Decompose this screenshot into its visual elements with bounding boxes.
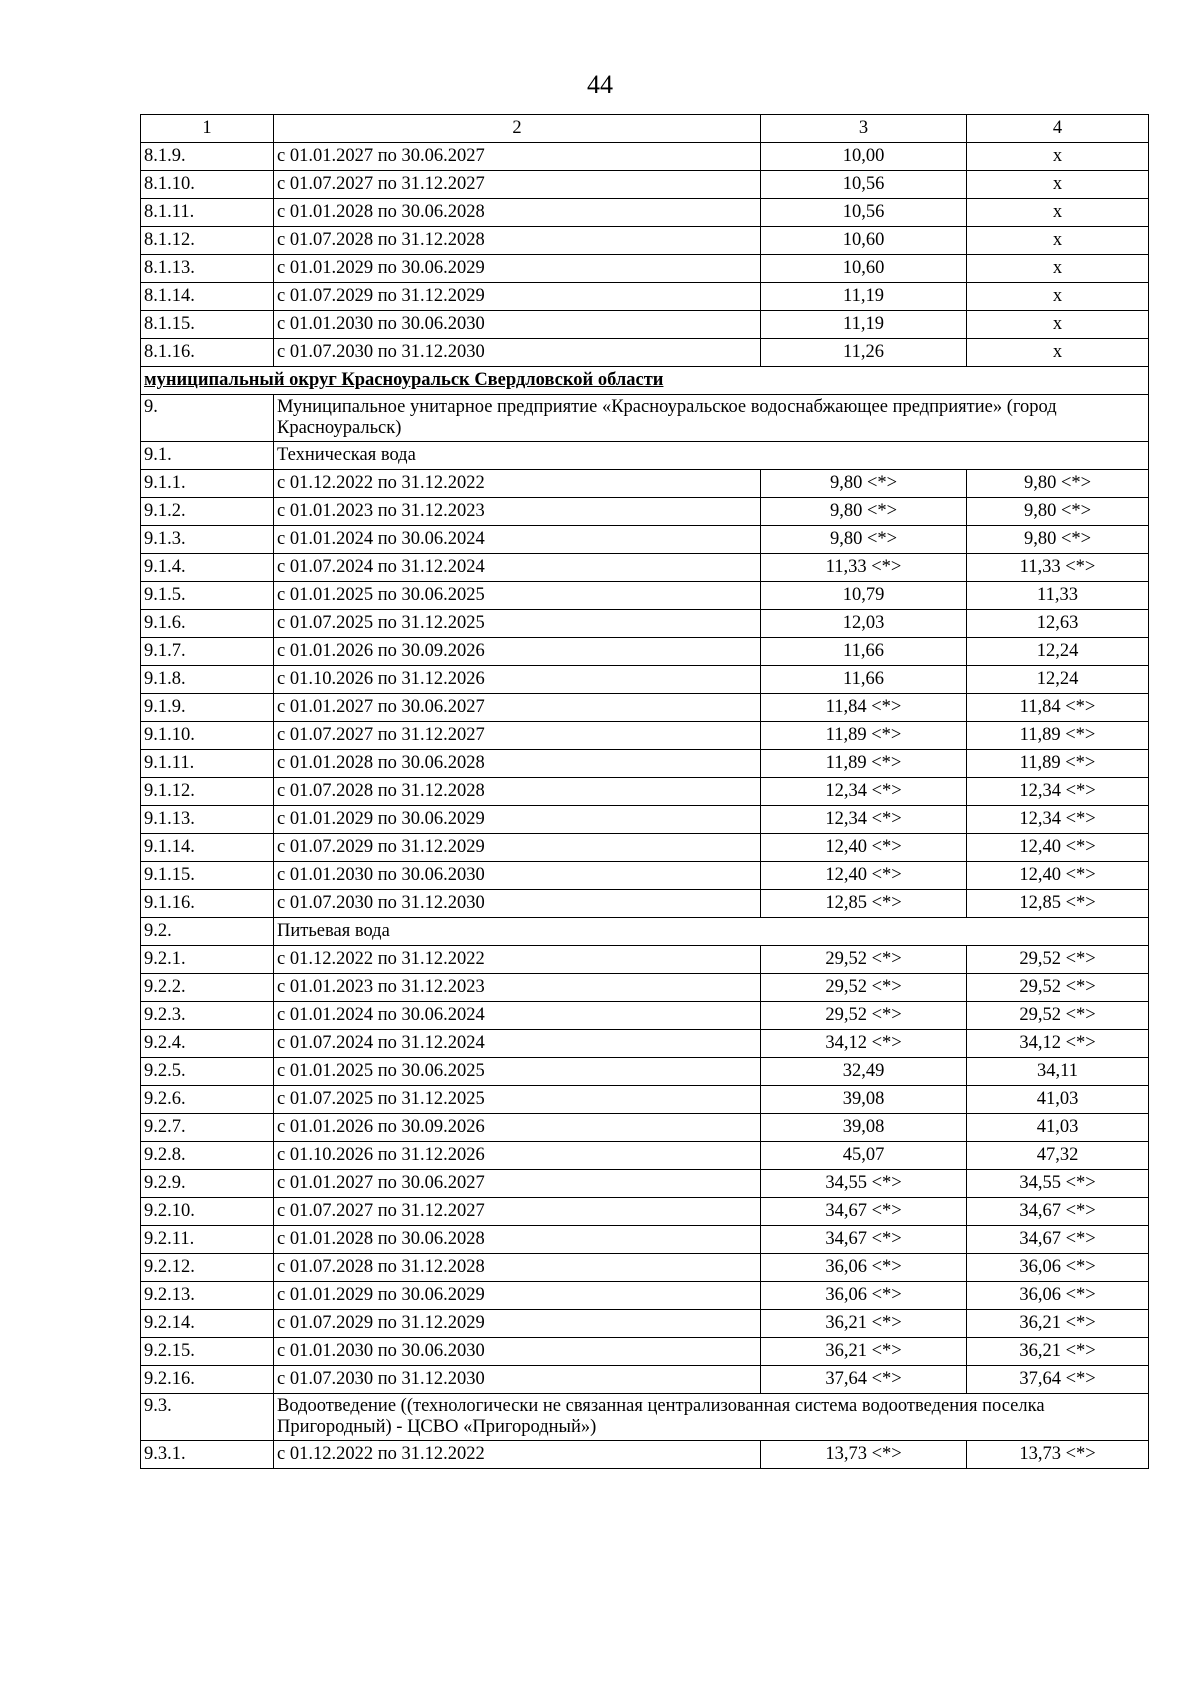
row-value-col-4: х	[967, 171, 1149, 199]
section-number: 9.3.	[141, 1394, 274, 1441]
row-period: с 01.07.2027 по 31.12.2027	[274, 1198, 761, 1226]
row-value-col-3: 37,64 <*>	[761, 1366, 967, 1394]
table-row	[141, 1366, 1149, 1394]
organization-row	[141, 395, 1149, 442]
row-value-col-4: 12,40 <*>	[967, 834, 1149, 862]
row-value-col-3: 10,00	[761, 143, 967, 171]
table-row	[141, 1282, 1149, 1310]
row-number: 8.1.10.	[141, 171, 274, 199]
header-col-1: 1	[141, 115, 274, 143]
tariff-table	[140, 114, 1149, 1469]
table-row	[141, 582, 1149, 610]
row-value-col-3: 11,19	[761, 283, 967, 311]
table-header-row	[141, 115, 1149, 143]
row-value-col-3: 11,66	[761, 666, 967, 694]
row-period: с 01.07.2030 по 31.12.2030	[274, 890, 761, 918]
row-number: 9.2.5.	[141, 1058, 274, 1086]
row-period: с 01.01.2024 по 30.06.2024	[274, 1002, 761, 1030]
header-col-3: 3	[761, 115, 967, 143]
row-value-col-3: 12,34 <*>	[761, 806, 967, 834]
row-value-col-3: 9,80 <*>	[761, 526, 967, 554]
row-value-col-4: х	[967, 227, 1149, 255]
row-value-col-3: 10,60	[761, 227, 967, 255]
table-row	[141, 227, 1149, 255]
row-period: с 01.07.2025 по 31.12.2025	[274, 1086, 761, 1114]
row-number: 8.1.9.	[141, 143, 274, 171]
table-row	[141, 1198, 1149, 1226]
row-value-col-3: 10,79	[761, 582, 967, 610]
row-value-col-4: 34,11	[967, 1058, 1149, 1086]
row-number: 9.1.13.	[141, 806, 274, 834]
section-row-9-3	[141, 1394, 1149, 1441]
table-row	[141, 255, 1149, 283]
row-number: 8.1.14.	[141, 283, 274, 311]
row-period: с 01.01.2023 по 31.12.2023	[274, 498, 761, 526]
row-period: с 01.01.2027 по 30.06.2027	[274, 1170, 761, 1198]
table-row	[141, 610, 1149, 638]
row-value-col-4: 9,80 <*>	[967, 470, 1149, 498]
row-value-col-3: 39,08	[761, 1114, 967, 1142]
row-value-col-4: 12,40 <*>	[967, 862, 1149, 890]
table-row	[141, 946, 1149, 974]
table-row	[141, 666, 1149, 694]
row-number: 9.2.13.	[141, 1282, 274, 1310]
table-row	[141, 1142, 1149, 1170]
row-period: с 01.01.2028 по 30.06.2028	[274, 199, 761, 227]
row-value-col-3: 29,52 <*>	[761, 946, 967, 974]
table-row	[141, 778, 1149, 806]
row-number: 9.2.6.	[141, 1086, 274, 1114]
tariff-table-body	[141, 115, 1149, 1469]
table-row	[141, 554, 1149, 582]
row-value-col-3: 36,21 <*>	[761, 1338, 967, 1366]
row-value-col-3: 36,06 <*>	[761, 1282, 967, 1310]
row-value-col-3: 11,33 <*>	[761, 554, 967, 582]
row-value-col-4: 12,24	[967, 638, 1149, 666]
row-period: с 01.07.2027 по 31.12.2027	[274, 722, 761, 750]
row-value-col-3: 11,26	[761, 339, 967, 367]
row-value-col-3: 11,84 <*>	[761, 694, 967, 722]
row-period: с 01.01.2030 по 30.06.2030	[274, 311, 761, 339]
section-number: 9.2.	[141, 918, 274, 946]
row-value-col-3: 36,21 <*>	[761, 1310, 967, 1338]
row-number: 9.1.14.	[141, 834, 274, 862]
row-value-col-4: 34,55 <*>	[967, 1170, 1149, 1198]
section-row-9-1	[141, 442, 1149, 470]
row-value-col-4: 12,63	[967, 610, 1149, 638]
row-number: 8.1.13.	[141, 255, 274, 283]
row-period: с 01.07.2030 по 31.12.2030	[274, 1366, 761, 1394]
table-row	[141, 694, 1149, 722]
row-period: с 01.01.2026 по 30.09.2026	[274, 1114, 761, 1142]
table-row	[141, 722, 1149, 750]
row-value-col-3: 12,34 <*>	[761, 778, 967, 806]
row-number: 9.2.10.	[141, 1198, 274, 1226]
row-period: с 01.01.2028 по 30.06.2028	[274, 1226, 761, 1254]
row-period: с 01.07.2030 по 31.12.2030	[274, 339, 761, 367]
row-value-col-3: 10,60	[761, 255, 967, 283]
table-row	[141, 1030, 1149, 1058]
row-period: с 01.07.2028 по 31.12.2028	[274, 778, 761, 806]
row-number: 9.2.12.	[141, 1254, 274, 1282]
row-number: 9.2.2.	[141, 974, 274, 1002]
row-period: с 01.07.2025 по 31.12.2025	[274, 610, 761, 638]
row-number: 9.1.10.	[141, 722, 274, 750]
row-value-col-4: 29,52 <*>	[967, 946, 1149, 974]
row-value-col-3: 29,52 <*>	[761, 974, 967, 1002]
row-period: с 01.01.2027 по 30.06.2027	[274, 694, 761, 722]
row-number: 9.1.12.	[141, 778, 274, 806]
row-value-col-4: 11,89 <*>	[967, 750, 1149, 778]
table-row	[141, 199, 1149, 227]
table-row	[141, 974, 1149, 1002]
row-value-col-3: 10,56	[761, 199, 967, 227]
row-value-col-4: 11,33 <*>	[967, 554, 1149, 582]
table-row	[141, 1310, 1149, 1338]
row-value-col-4: 36,21 <*>	[967, 1338, 1149, 1366]
organization-name: Муниципальное унитарное предприятие «Красноуральское водоснабжающее предприятие» (город Красноуральск)	[274, 395, 1149, 442]
table-row	[141, 806, 1149, 834]
row-period: с 01.07.2028 по 31.12.2028	[274, 1254, 761, 1282]
row-period: с 01.07.2027 по 31.12.2027	[274, 171, 761, 199]
row-value-col-3: 32,49	[761, 1058, 967, 1086]
table-row	[141, 526, 1149, 554]
row-number: 9.1.4.	[141, 554, 274, 582]
row-value-col-4: 29,52 <*>	[967, 974, 1149, 1002]
row-value-col-3: 34,67 <*>	[761, 1226, 967, 1254]
row-period: с 01.07.2029 по 31.12.2029	[274, 834, 761, 862]
row-number: 9.3.1.	[141, 1441, 274, 1469]
row-value-col-4: 34,12 <*>	[967, 1030, 1149, 1058]
row-number: 9.1.7.	[141, 638, 274, 666]
row-period: с 01.07.2029 по 31.12.2029	[274, 1310, 761, 1338]
row-value-col-4: 34,67 <*>	[967, 1226, 1149, 1254]
row-period: с 01.07.2028 по 31.12.2028	[274, 227, 761, 255]
row-value-col-3: 36,06 <*>	[761, 1254, 967, 1282]
row-period: с 01.01.2028 по 30.06.2028	[274, 750, 761, 778]
row-number: 9.1.6.	[141, 610, 274, 638]
row-value-col-4: х	[967, 339, 1149, 367]
row-value-col-3: 10,56	[761, 171, 967, 199]
section-title: Питьевая вода	[274, 918, 1149, 946]
row-value-col-3: 9,80 <*>	[761, 470, 967, 498]
row-value-col-4: 13,73 <*>	[967, 1441, 1149, 1469]
table-row	[141, 862, 1149, 890]
row-number: 9.2.4.	[141, 1030, 274, 1058]
row-value-col-4: 11,33	[967, 582, 1149, 610]
row-period: с 01.01.2030 по 30.06.2030	[274, 862, 761, 890]
row-period: с 01.01.2026 по 30.09.2026	[274, 638, 761, 666]
row-value-col-3: 11,19	[761, 311, 967, 339]
municipality-row	[141, 367, 1149, 395]
header-col-2: 2	[274, 115, 761, 143]
row-number: 9.1.2.	[141, 498, 274, 526]
row-period: с 01.10.2026 по 31.12.2026	[274, 1142, 761, 1170]
table-row	[141, 750, 1149, 778]
table-row	[141, 470, 1149, 498]
table-row	[141, 638, 1149, 666]
row-number: 9.1.3.	[141, 526, 274, 554]
row-number: 8.1.15.	[141, 311, 274, 339]
table-row	[141, 1338, 1149, 1366]
table-row	[141, 1441, 1149, 1469]
row-value-col-4: х	[967, 199, 1149, 227]
row-value-col-4: 9,80 <*>	[967, 498, 1149, 526]
table-row	[141, 339, 1149, 367]
table-row	[141, 1058, 1149, 1086]
row-number: 8.1.12.	[141, 227, 274, 255]
row-value-col-4: х	[967, 283, 1149, 311]
table-row	[141, 834, 1149, 862]
row-value-col-4: х	[967, 255, 1149, 283]
row-value-col-3: 12,40 <*>	[761, 834, 967, 862]
row-value-col-4: 12,85 <*>	[967, 890, 1149, 918]
row-value-col-3: 12,85 <*>	[761, 890, 967, 918]
row-number: 9.1.9.	[141, 694, 274, 722]
table-row	[141, 890, 1149, 918]
row-period: с 01.01.2025 по 30.06.2025	[274, 1058, 761, 1086]
table-row	[141, 1226, 1149, 1254]
table-row	[141, 498, 1149, 526]
row-value-col-4: 29,52 <*>	[967, 1002, 1149, 1030]
row-period: с 01.01.2029 по 30.06.2029	[274, 806, 761, 834]
row-period: с 01.12.2022 по 31.12.2022	[274, 470, 761, 498]
row-number: 9.2.7.	[141, 1114, 274, 1142]
row-number: 9.2.15.	[141, 1338, 274, 1366]
row-value-col-3: 13,73 <*>	[761, 1441, 967, 1469]
row-period: с 01.07.2029 по 31.12.2029	[274, 283, 761, 311]
row-period: с 01.07.2024 по 31.12.2024	[274, 1030, 761, 1058]
row-period: с 01.12.2022 по 31.12.2022	[274, 946, 761, 974]
table-row	[141, 1086, 1149, 1114]
row-value-col-3: 12,40 <*>	[761, 862, 967, 890]
row-number: 8.1.16.	[141, 339, 274, 367]
municipality-title: муниципальный округ Красноуральск Свердловской области	[141, 367, 1149, 395]
row-value-col-4: х	[967, 311, 1149, 339]
row-number: 9.1.1.	[141, 470, 274, 498]
row-number: 9.2.3.	[141, 1002, 274, 1030]
section-row-9-2	[141, 918, 1149, 946]
row-number: 8.1.11.	[141, 199, 274, 227]
row-value-col-3: 29,52 <*>	[761, 1002, 967, 1030]
row-value-col-4: 11,89 <*>	[967, 722, 1149, 750]
table-row	[141, 283, 1149, 311]
row-period: с 01.01.2030 по 30.06.2030	[274, 1338, 761, 1366]
section-title: Техническая вода	[274, 442, 1149, 470]
row-number: 9.2.16.	[141, 1366, 274, 1394]
row-period: с 01.01.2029 по 30.06.2029	[274, 255, 761, 283]
table-row	[141, 1114, 1149, 1142]
row-value-col-3: 11,66	[761, 638, 967, 666]
row-value-col-4: 34,67 <*>	[967, 1198, 1149, 1226]
row-number: 9.2.1.	[141, 946, 274, 974]
row-number: 9.1.8.	[141, 666, 274, 694]
row-period: с 01.01.2027 по 30.06.2027	[274, 143, 761, 171]
row-value-col-4: 37,64 <*>	[967, 1366, 1149, 1394]
row-period: с 01.01.2025 по 30.06.2025	[274, 582, 761, 610]
organization-number: 9.	[141, 395, 274, 442]
row-number: 9.2.8.	[141, 1142, 274, 1170]
row-number: 9.1.16.	[141, 890, 274, 918]
section-number: 9.1.	[141, 442, 274, 470]
row-value-col-4: х	[967, 143, 1149, 171]
row-period: с 01.12.2022 по 31.12.2022	[274, 1441, 761, 1469]
row-value-col-4: 47,32	[967, 1142, 1149, 1170]
row-value-col-3: 39,08	[761, 1086, 967, 1114]
row-value-col-3: 9,80 <*>	[761, 498, 967, 526]
row-period: с 01.01.2023 по 31.12.2023	[274, 974, 761, 1002]
row-number: 9.2.9.	[141, 1170, 274, 1198]
row-value-col-4: 12,34 <*>	[967, 778, 1149, 806]
row-value-col-4: 36,06 <*>	[967, 1282, 1149, 1310]
row-value-col-4: 12,24	[967, 666, 1149, 694]
table-row	[141, 1170, 1149, 1198]
table-row	[141, 143, 1149, 171]
row-period: с 01.01.2024 по 30.06.2024	[274, 526, 761, 554]
row-number: 9.1.15.	[141, 862, 274, 890]
row-value-col-3: 34,12 <*>	[761, 1030, 967, 1058]
row-number: 9.2.14.	[141, 1310, 274, 1338]
page-number: 44	[587, 70, 613, 99]
table-row	[141, 311, 1149, 339]
row-value-col-4: 9,80 <*>	[967, 526, 1149, 554]
row-value-col-3: 11,89 <*>	[761, 750, 967, 778]
row-value-col-3: 12,03	[761, 610, 967, 638]
table-row	[141, 1002, 1149, 1030]
row-value-col-4: 41,03	[967, 1114, 1149, 1142]
row-value-col-4: 36,21 <*>	[967, 1310, 1149, 1338]
row-number: 9.1.11.	[141, 750, 274, 778]
row-number: 9.2.11.	[141, 1226, 274, 1254]
row-number: 9.1.5.	[141, 582, 274, 610]
header-col-4: 4	[967, 115, 1149, 143]
row-period: с 01.10.2026 по 31.12.2026	[274, 666, 761, 694]
row-value-col-4: 11,84 <*>	[967, 694, 1149, 722]
row-value-col-3: 11,89 <*>	[761, 722, 967, 750]
section-title: Водоотведение ((технологически не связанная централизованная система водоотведения поселка Пригородный) - ЦСВО «Пригородный»)	[274, 1394, 1149, 1441]
row-period: с 01.07.2024 по 31.12.2024	[274, 554, 761, 582]
row-value-col-4: 36,06 <*>	[967, 1254, 1149, 1282]
row-value-col-4: 12,34 <*>	[967, 806, 1149, 834]
row-period: с 01.01.2029 по 30.06.2029	[274, 1282, 761, 1310]
row-value-col-3: 34,55 <*>	[761, 1170, 967, 1198]
table-row	[141, 171, 1149, 199]
table-row	[141, 1254, 1149, 1282]
row-value-col-3: 45,07	[761, 1142, 967, 1170]
row-value-col-4: 41,03	[967, 1086, 1149, 1114]
row-value-col-3: 34,67 <*>	[761, 1198, 967, 1226]
